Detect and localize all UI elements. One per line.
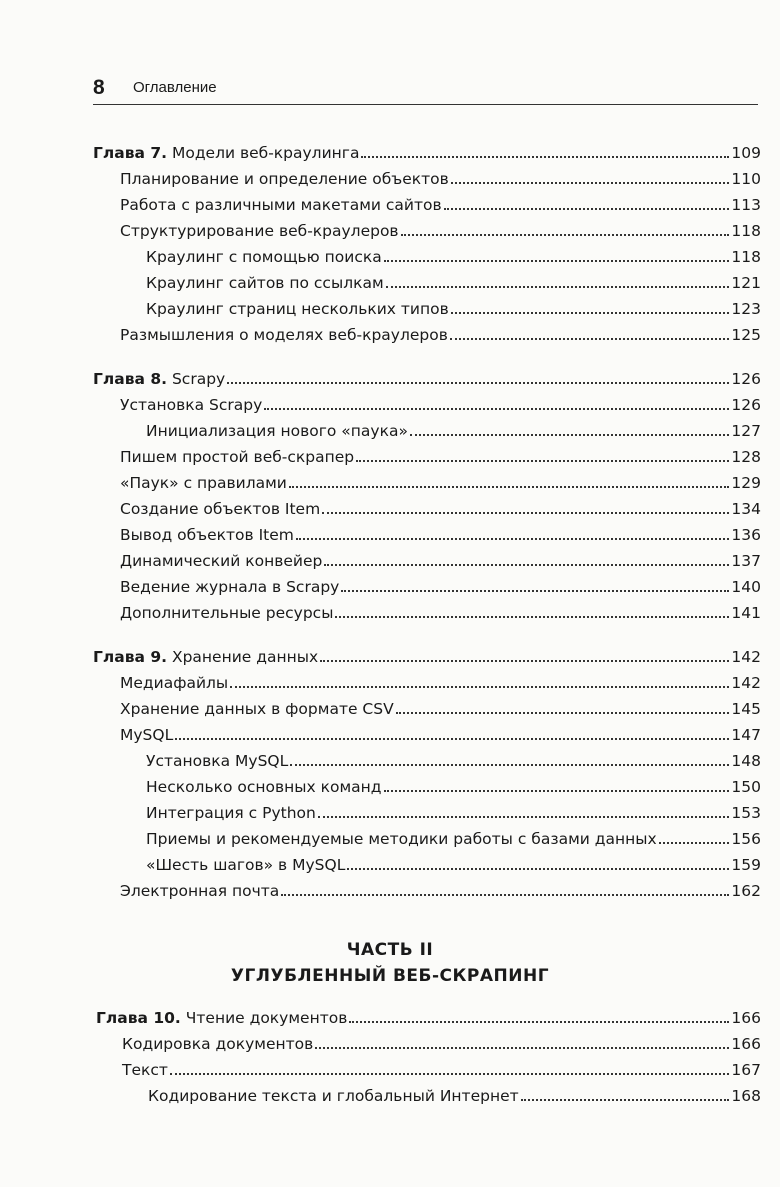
page-ref: 128 [731, 448, 761, 466]
toc-item[interactable] [120, 880, 761, 902]
entry-title: Краулинг страниц нескольких типов [146, 300, 449, 318]
dot-leader [361, 148, 729, 158]
dot-leader [384, 782, 730, 792]
toc-item[interactable] [120, 724, 761, 746]
page-ref: 121 [731, 274, 761, 292]
running-title: Оглавление [133, 79, 217, 96]
page-ref: 153 [731, 804, 761, 822]
dot-leader [384, 252, 730, 262]
toc-chapter-7[interactable] [93, 142, 761, 164]
entry-title: MySQL [120, 726, 174, 744]
part-title: УГЛУБЛЕННЫЙ ВЕБ-СКРАПИНГ [230, 966, 550, 986]
page-ref: 109 [731, 144, 761, 162]
chapter-prefix: Глава 8. [93, 370, 168, 388]
page-ref: 134 [731, 500, 761, 518]
toc-item[interactable] [120, 698, 761, 720]
dot-leader [335, 608, 729, 618]
page-ref: 159 [731, 856, 761, 874]
entry-title: Интеграция с Python [146, 804, 316, 822]
toc-item[interactable] [120, 324, 761, 346]
dot-leader [318, 808, 730, 818]
dot-leader [290, 756, 729, 766]
toc-item[interactable] [120, 220, 761, 242]
toc-subitem[interactable] [146, 298, 761, 320]
toc-subitem[interactable] [146, 854, 761, 876]
entry-title: Пишем простой веб-скрапер [120, 448, 355, 466]
chapter-title: Хранение данных [171, 648, 319, 666]
page-ref: 162 [731, 882, 761, 900]
toc-chapter-8[interactable] [93, 368, 761, 390]
page-ref: 148 [731, 752, 761, 770]
page-ref: 142 [731, 648, 761, 666]
toc-item[interactable] [120, 394, 761, 416]
page-ref: 140 [731, 578, 761, 596]
dot-leader [521, 1091, 730, 1101]
toc-item[interactable] [120, 576, 761, 598]
entry-title: Установка MySQL [146, 752, 289, 770]
entry-title: Краулинг с помощью поиска [146, 248, 382, 266]
dot-leader [450, 330, 730, 340]
entry-title: Размышления о моделях веб-краулеров [120, 326, 448, 344]
dot-leader [320, 652, 729, 662]
toc-chapter-10[interactable] [96, 1007, 761, 1029]
page-ref: 126 [731, 370, 761, 388]
toc-subitem[interactable] [148, 1085, 761, 1107]
entry-title: Приемы и рекомендуемые методики работы с базами данных [146, 830, 657, 848]
dot-leader [170, 1065, 729, 1075]
toc-item[interactable] [122, 1059, 761, 1081]
entry-title: Ведение журнала в Scrapy [120, 578, 340, 596]
toc-chapter-9[interactable] [93, 646, 761, 668]
page-ref: 141 [731, 604, 761, 622]
chapter-prefix: Глава 9. [93, 648, 168, 666]
dot-leader [451, 174, 730, 184]
toc-subitem[interactable] [146, 776, 761, 798]
entry-title: Медиафайлы [120, 674, 229, 692]
entry-title: Планирование и определение объектов [120, 170, 449, 188]
entry-title: Кодирование текста и глобальный Интернет [148, 1087, 519, 1105]
dot-leader [230, 678, 729, 688]
page-ref: 123 [731, 300, 761, 318]
entry-title: «Паук» с правилами [120, 474, 287, 492]
dot-leader [659, 834, 730, 844]
toc-item[interactable] [122, 1033, 761, 1055]
chapter-title: Scrapy [171, 370, 226, 388]
page-ref: 142 [731, 674, 761, 692]
toc-item[interactable] [120, 672, 761, 694]
dot-leader [322, 504, 729, 514]
entry-title: Дополнительные ресурсы [120, 604, 334, 622]
chapter-title: Модели веб-краулинга [171, 144, 360, 162]
part-label: ЧАСТЬ II [346, 940, 434, 960]
running-header [93, 76, 758, 105]
dot-leader [175, 730, 729, 740]
page-ref: 110 [731, 170, 761, 188]
toc-item[interactable] [120, 602, 761, 624]
entry-title: Динамический конвейер [120, 552, 323, 570]
chapter-title: Чтение документов [185, 1009, 348, 1027]
dot-leader [264, 400, 729, 410]
toc-subitem[interactable] [146, 420, 761, 442]
entry-title: Хранение данных в формате CSV [120, 700, 394, 718]
entry-title: Работа с различными макетами сайтов [120, 196, 442, 214]
dot-leader [324, 556, 729, 566]
page-ref: 129 [731, 474, 761, 492]
dot-leader [289, 478, 730, 488]
page-ref: 166 [731, 1035, 761, 1053]
page-ref: 126 [731, 396, 761, 414]
toc-item[interactable] [120, 472, 761, 494]
dot-leader [349, 1013, 729, 1023]
toc-subitem[interactable] [146, 802, 761, 824]
toc-subitem[interactable] [146, 828, 761, 850]
dot-leader [341, 582, 729, 592]
dot-leader [347, 860, 729, 870]
entry-title: Несколько основных команд [146, 778, 382, 796]
dot-leader [281, 886, 729, 896]
entry-title: Инициализация нового «паука» [146, 422, 408, 440]
dot-leader [356, 452, 729, 462]
dot-leader [315, 1039, 729, 1049]
chapter-prefix: Глава 10. [96, 1009, 181, 1027]
toc-item[interactable] [120, 498, 761, 520]
dot-leader [386, 278, 730, 288]
entry-title: Кодировка документов [122, 1035, 314, 1053]
page-ref: 113 [731, 196, 761, 214]
toc-item[interactable] [120, 168, 761, 190]
page-ref: 137 [731, 552, 761, 570]
page-ref: 125 [731, 326, 761, 344]
page-ref: 167 [731, 1061, 761, 1079]
toc-item[interactable] [120, 550, 761, 572]
entry-title: Электронная почта [120, 882, 280, 900]
page-ref: 156 [731, 830, 761, 848]
dot-leader [296, 530, 730, 540]
page-ref: 166 [731, 1009, 761, 1027]
dot-leader [396, 704, 730, 714]
chapter-prefix: Глава 7. [93, 144, 168, 162]
page-ref: 118 [731, 222, 761, 240]
toc-item[interactable] [120, 194, 761, 216]
entry-title: Структурирование веб-краулеров [120, 222, 399, 240]
dot-leader [227, 374, 729, 384]
entry-title: «Шесть шагов» в MySQL [146, 856, 346, 874]
page-ref: 127 [731, 422, 761, 440]
toc-item[interactable] [120, 446, 761, 468]
toc-subitem[interactable] [146, 246, 761, 268]
page-ref: 168 [731, 1087, 761, 1105]
entry-title: Установка Scrapy [120, 396, 263, 414]
page-ref: 145 [731, 700, 761, 718]
toc-subitem[interactable] [146, 750, 761, 772]
page-ref: 150 [731, 778, 761, 796]
entry-title: Краулинг сайтов по ссылкам [146, 274, 384, 292]
dot-leader [451, 304, 730, 314]
page-ref: 147 [731, 726, 761, 744]
dot-leader [401, 226, 730, 236]
toc-subitem[interactable] [146, 272, 761, 294]
page-ref: 136 [731, 526, 761, 544]
entry-title: Вывод объектов Item [120, 526, 294, 544]
page-number: 8 [93, 76, 105, 99]
dot-leader [410, 426, 729, 436]
dot-leader [444, 200, 730, 210]
entry-title: Создание объектов Item [120, 500, 321, 518]
toc-item[interactable] [120, 524, 761, 546]
page-ref: 118 [731, 248, 761, 266]
entry-title: Текст [122, 1061, 168, 1079]
